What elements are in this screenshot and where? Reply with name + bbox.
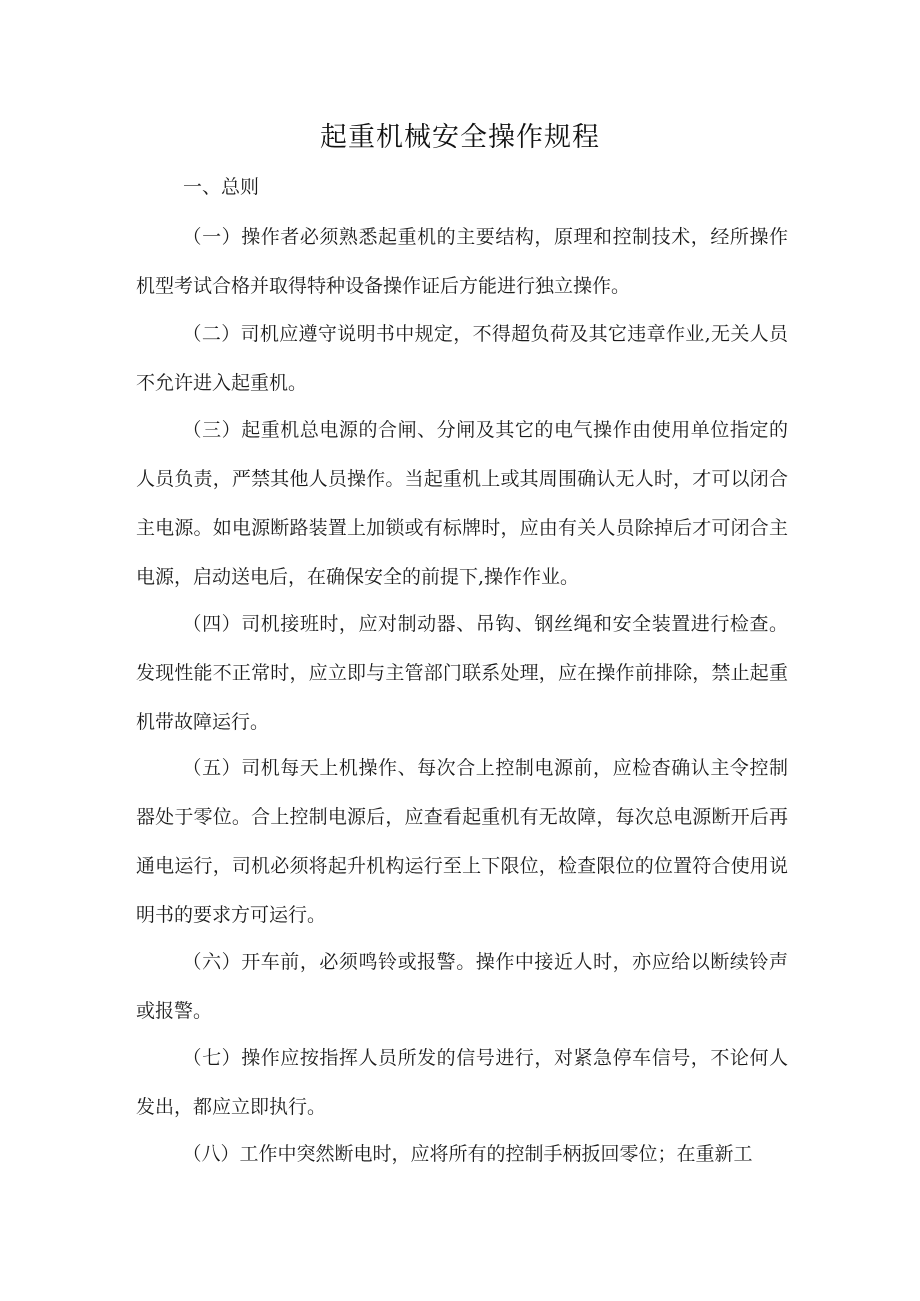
paragraph-5: （五）司机每天上机操作、每次合上控制电源前，应检杳确认主令控制器处于零位。合上控制电源后，应查看起重机有无故障，每次总电源断开后再通电运行，司机必须将起升机构运行至上下限位，检查限位的位置符合使用说明书的要求方可运行。 <box>136 757 788 926</box>
section-heading: 一、总则 <box>183 176 260 198</box>
paragraph-4: （四）司机接班时，应对制动器、吊钩、钢丝绳和安全装置进行检查。发现性能不正常时，应立即与主管部门联系处理，应在操作前排除，禁止起重机带故障运行。 <box>136 613 788 733</box>
paragraph-1: （一）操作者必须熟悉起重机的主要结构，原理和控制技术，经所操作机型考试合格并取得特种设备操作证后方能进行独立操作。 <box>136 226 788 297</box>
document-title: 起重机械安全操作规程 <box>320 122 600 153</box>
paragraph-7: （七）操作应按指挥人员所发的信号进行，对紧急停车信号，不论何人发出，都应立即执行。 <box>136 1047 788 1118</box>
paragraph-2: （二）司机应遵守说明书中规定，不得超负荷及其它违章作业,无关人员不允许进入起重机。 <box>136 323 788 394</box>
paragraph-8: （八）工作中突然断电时，应将所有的控制手柄扳回零位；在重新工 <box>182 1143 753 1165</box>
paragraph-6: （六）开车前，必须鸣铃或报警。操作中接近人时，亦应给以断续铃声或报警。 <box>136 951 788 1022</box>
paragraph-3: （三）起重机总电源的合闸、分闸及其它的电气操作由使用单位指定的人员负责，严禁其他人员操作。当起重机上或其周围确认无人时，才可以闭合主电源。如电源断路装置上加锁或有标牌时，应由有关人员除掉后才可闭合主电源，启动送电后，在确保安全的前提下,操作作业。 <box>136 419 788 588</box>
